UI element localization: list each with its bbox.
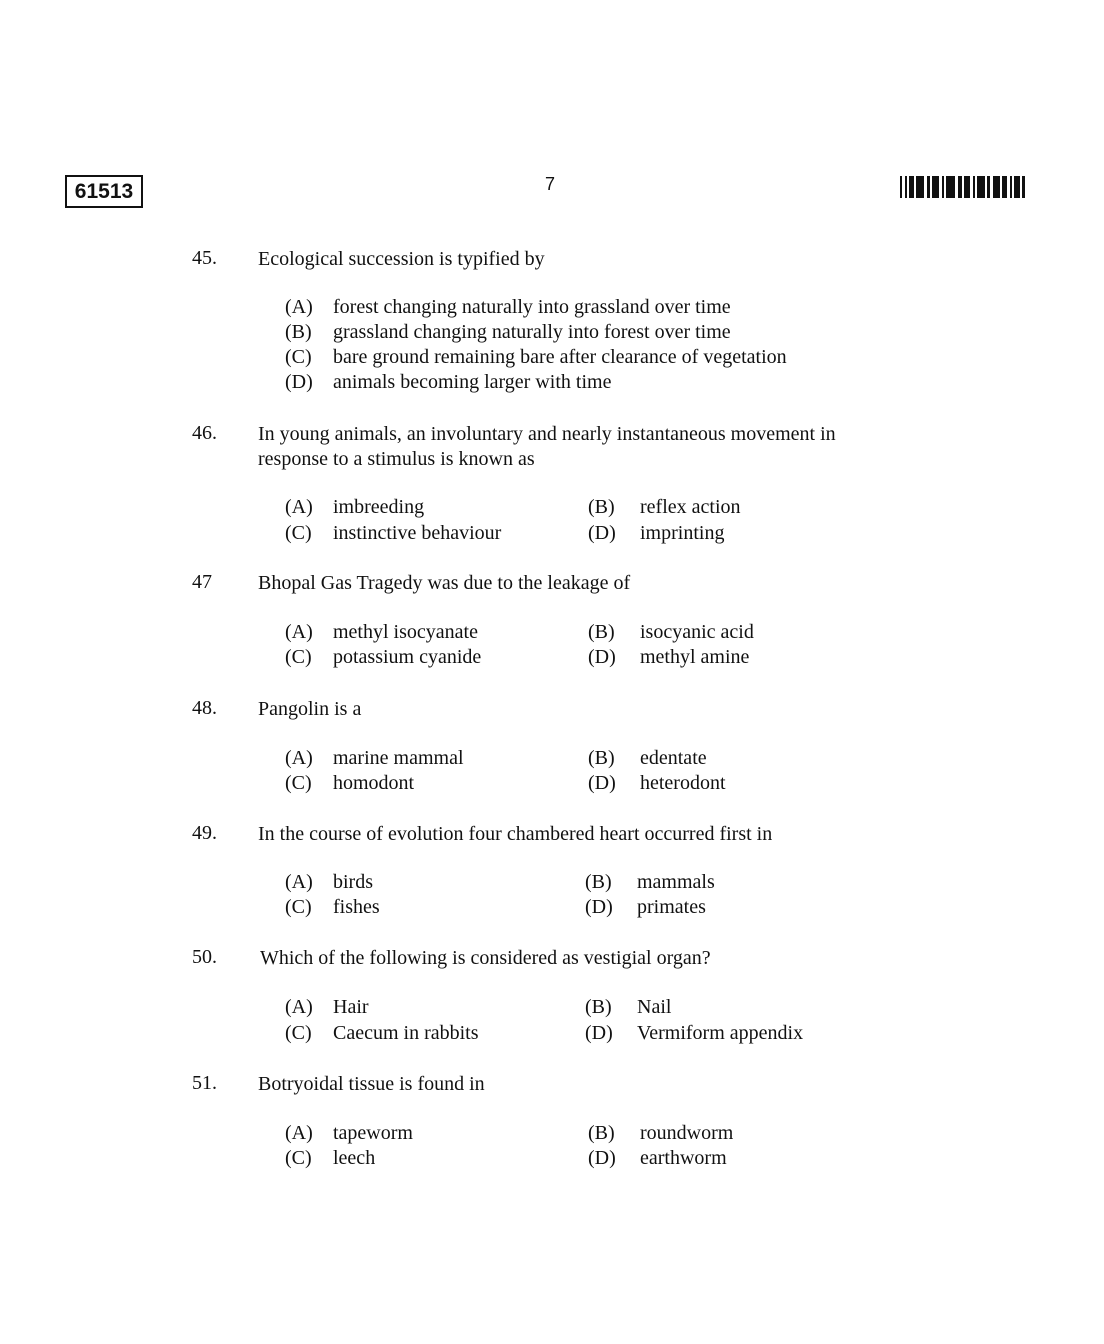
question-number: 51. [192, 1072, 217, 1094]
option-label: (D) [588, 1147, 616, 1169]
option-label: (C) [285, 522, 312, 544]
option-text: marine mammal [333, 747, 464, 769]
paper-code-box: 61513 [65, 175, 143, 208]
option-c [285, 522, 501, 545]
question-number: 50. [192, 946, 217, 968]
option-label: (D) [588, 772, 616, 794]
barcode-image [900, 176, 1034, 198]
option-text: isocyanic acid [640, 621, 754, 643]
option-text: animals becoming larger with time [333, 371, 612, 393]
option-b [585, 996, 671, 1019]
option-label: (B) [585, 996, 612, 1018]
option-text: roundworm [640, 1122, 734, 1144]
option-c [285, 1022, 479, 1045]
option-text: edentate [640, 747, 707, 769]
question-text: Which of the following is considered as vestigial organ? [260, 947, 711, 969]
option-b [585, 871, 715, 894]
option-text: earthworm [640, 1147, 727, 1169]
page-number: 7 [544, 174, 555, 194]
option-c [285, 896, 380, 919]
question-text: Bhopal Gas Tragedy was due to the leakage of [258, 572, 631, 594]
option-text: Caecum in rabbits [333, 1022, 479, 1044]
option-text: bare ground remaining bare after clearance of vegetation [333, 346, 787, 368]
option-label: (D) [588, 646, 616, 668]
option-a [285, 747, 464, 770]
option-text: Vermiform appendix [637, 1022, 804, 1044]
option-a [285, 296, 731, 319]
option-c [285, 772, 414, 795]
option-text: mammals [637, 871, 715, 893]
option-d [588, 772, 726, 795]
option-d [588, 522, 724, 545]
option-label: (D) [585, 896, 613, 918]
option-label: (C) [285, 1147, 312, 1169]
option-b [588, 1122, 733, 1145]
option-label: (A) [285, 1122, 313, 1144]
option-d [585, 896, 706, 919]
question-number: 45. [192, 247, 217, 269]
option-c [285, 346, 787, 369]
option-a [285, 621, 478, 644]
question-number: 49. [192, 822, 217, 844]
option-text: fishes [333, 896, 380, 918]
option-c [285, 646, 481, 669]
option-label: (A) [285, 996, 313, 1018]
option-a [285, 1122, 413, 1145]
option-text: primates [637, 896, 706, 918]
option-d [585, 1022, 803, 1045]
option-label: (D) [585, 1022, 613, 1044]
option-label: (B) [588, 747, 615, 769]
option-b [285, 321, 731, 344]
option-a [285, 871, 373, 894]
option-label: (D) [285, 371, 313, 393]
option-d [588, 646, 749, 669]
option-a [285, 496, 424, 519]
option-b [588, 496, 741, 519]
option-d [285, 371, 611, 394]
option-label: (B) [585, 871, 612, 893]
option-text: Nail [637, 996, 672, 1018]
question-text: Pangolin is a [258, 698, 362, 720]
option-text: heterodont [640, 772, 726, 794]
option-label: (C) [285, 772, 312, 794]
question-number: 47 [192, 571, 212, 593]
option-text: tapeworm [333, 1122, 413, 1144]
option-label: (B) [588, 496, 615, 518]
option-label: (A) [285, 496, 313, 518]
option-label: (D) [588, 522, 616, 544]
question-text: Ecological succession is typified by [258, 248, 545, 270]
option-text: methyl isocyanate [333, 621, 478, 643]
option-b [588, 747, 707, 770]
option-label: (A) [285, 621, 313, 643]
option-d [588, 1147, 727, 1170]
option-c [285, 1147, 375, 1170]
option-label: (A) [285, 747, 313, 769]
option-label: (B) [588, 621, 615, 643]
option-label: (B) [285, 321, 312, 343]
option-text: reflex action [640, 496, 741, 518]
option-label: (C) [285, 346, 312, 368]
question-text: In the course of evolution four chambered heart occurred first in [258, 823, 773, 845]
option-text: potassium cyanide [333, 646, 482, 668]
option-text: leech [333, 1147, 376, 1169]
option-label: (C) [285, 1022, 312, 1044]
option-text: birds [333, 871, 373, 893]
option-a [285, 996, 369, 1019]
option-text: Hair [333, 996, 369, 1018]
option-text: methyl amine [640, 646, 750, 668]
option-label: (C) [285, 646, 312, 668]
option-label: (B) [588, 1122, 615, 1144]
option-text: homodont [333, 772, 415, 794]
option-text: instinctive behaviour [333, 522, 502, 544]
option-text: grassland changing naturally into forest over time [333, 321, 731, 343]
question-number: 48. [192, 697, 217, 719]
option-label: (A) [285, 296, 313, 318]
option-label: (A) [285, 871, 313, 893]
question-text: Botryoidal tissue is found in [258, 1073, 485, 1095]
option-text: forest changing naturally into grassland over time [333, 296, 731, 318]
question-text: In young animals, an involuntary and nearly instantaneous movement in response to a stimulus is known as [258, 423, 836, 470]
question-number: 46. [192, 422, 217, 444]
option-text: imbreeding [333, 496, 425, 518]
option-text: imprinting [640, 522, 725, 544]
option-b [588, 621, 754, 644]
option-label: (C) [285, 896, 312, 918]
